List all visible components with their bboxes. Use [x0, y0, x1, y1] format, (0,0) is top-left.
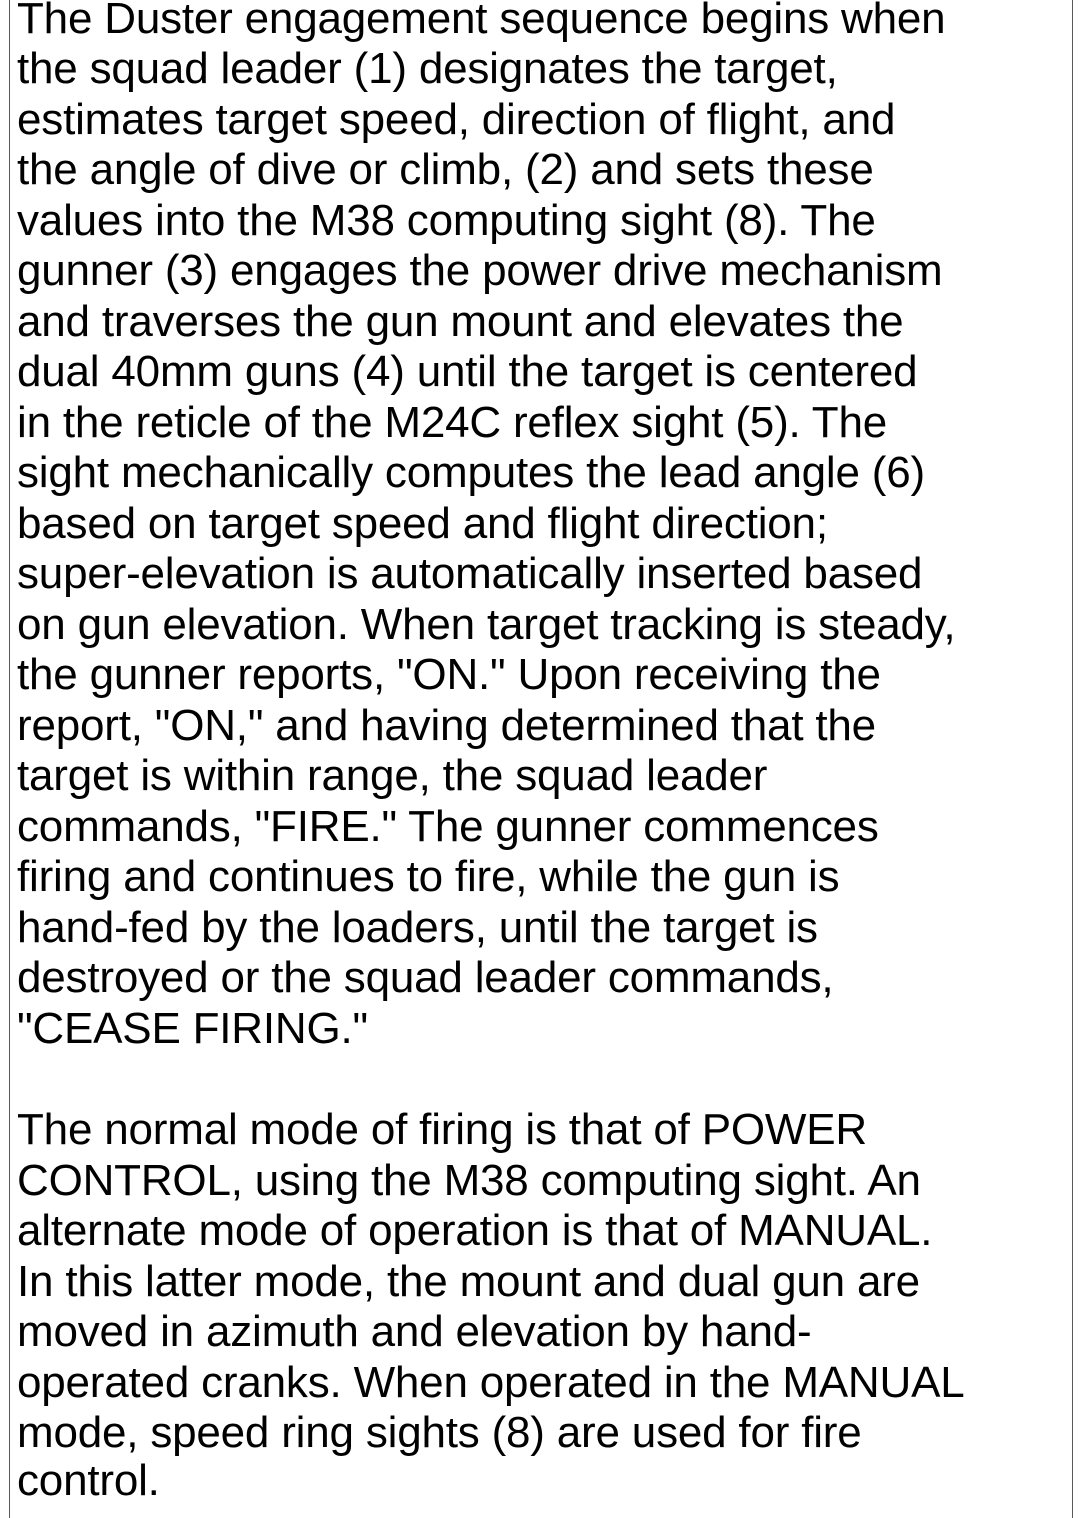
text-line: values into the M38 computing sight (8). The	[17, 196, 876, 245]
text-line: hand-fed by the loaders, until the target is	[17, 903, 818, 952]
text-line: on gun elevation. When target tracking is steady,	[17, 600, 956, 649]
text-line: the angle of dive or climb, (2) and sets these	[17, 145, 874, 194]
text-line: commands, "FIRE." The gunner commences	[17, 802, 879, 851]
text-line: in the reticle of the M24C reflex sight (5). The	[17, 398, 887, 447]
text-line: alternate mode of operation is that of MANUAL.	[17, 1206, 933, 1255]
text-line: moved in azimuth and elevation by hand-	[17, 1307, 812, 1356]
text-line: "CEASE FIRING."	[17, 1004, 368, 1053]
text-line: sight mechanically computes the lead angle (6)	[17, 448, 925, 497]
text-line: super-elevation is automatically inserted based	[17, 549, 923, 598]
text-line: control.	[17, 1456, 160, 1505]
text-line: based on target speed and flight direction;	[17, 499, 828, 548]
text-line: In this latter mode, the mount and dual gun are	[17, 1257, 920, 1306]
text-line: operated cranks. When operated in the MANUAL	[17, 1358, 965, 1407]
text-line: mode, speed ring sights (8) are used for fire	[17, 1408, 862, 1457]
text-line: target is within range, the squad leader	[17, 751, 768, 800]
text-line: the gunner reports, "ON." Upon receiving the	[17, 650, 881, 699]
text-line: and traverses the gun mount and elevates the	[17, 297, 904, 346]
text-line: the squad leader (1) designates the target,	[17, 44, 838, 93]
text-line: report, "ON," and having determined that the	[17, 701, 876, 750]
text-line: destroyed or the squad leader commands,	[17, 953, 834, 1002]
text-line: dual 40mm guns (4) until the target is centered	[17, 347, 918, 396]
text-line: gunner (3) engages the power drive mechanism	[17, 246, 943, 295]
text-line: estimates target speed, direction of flight, and	[17, 95, 896, 144]
text-line: CONTROL, using the M38 computing sight. An	[17, 1156, 921, 1205]
text-line: The normal mode of firing is that of POWER	[17, 1105, 867, 1154]
text-line: firing and continues to fire, while the gun is	[17, 852, 840, 901]
text-line: The Duster engagement sequence begins when	[17, 0, 946, 43]
